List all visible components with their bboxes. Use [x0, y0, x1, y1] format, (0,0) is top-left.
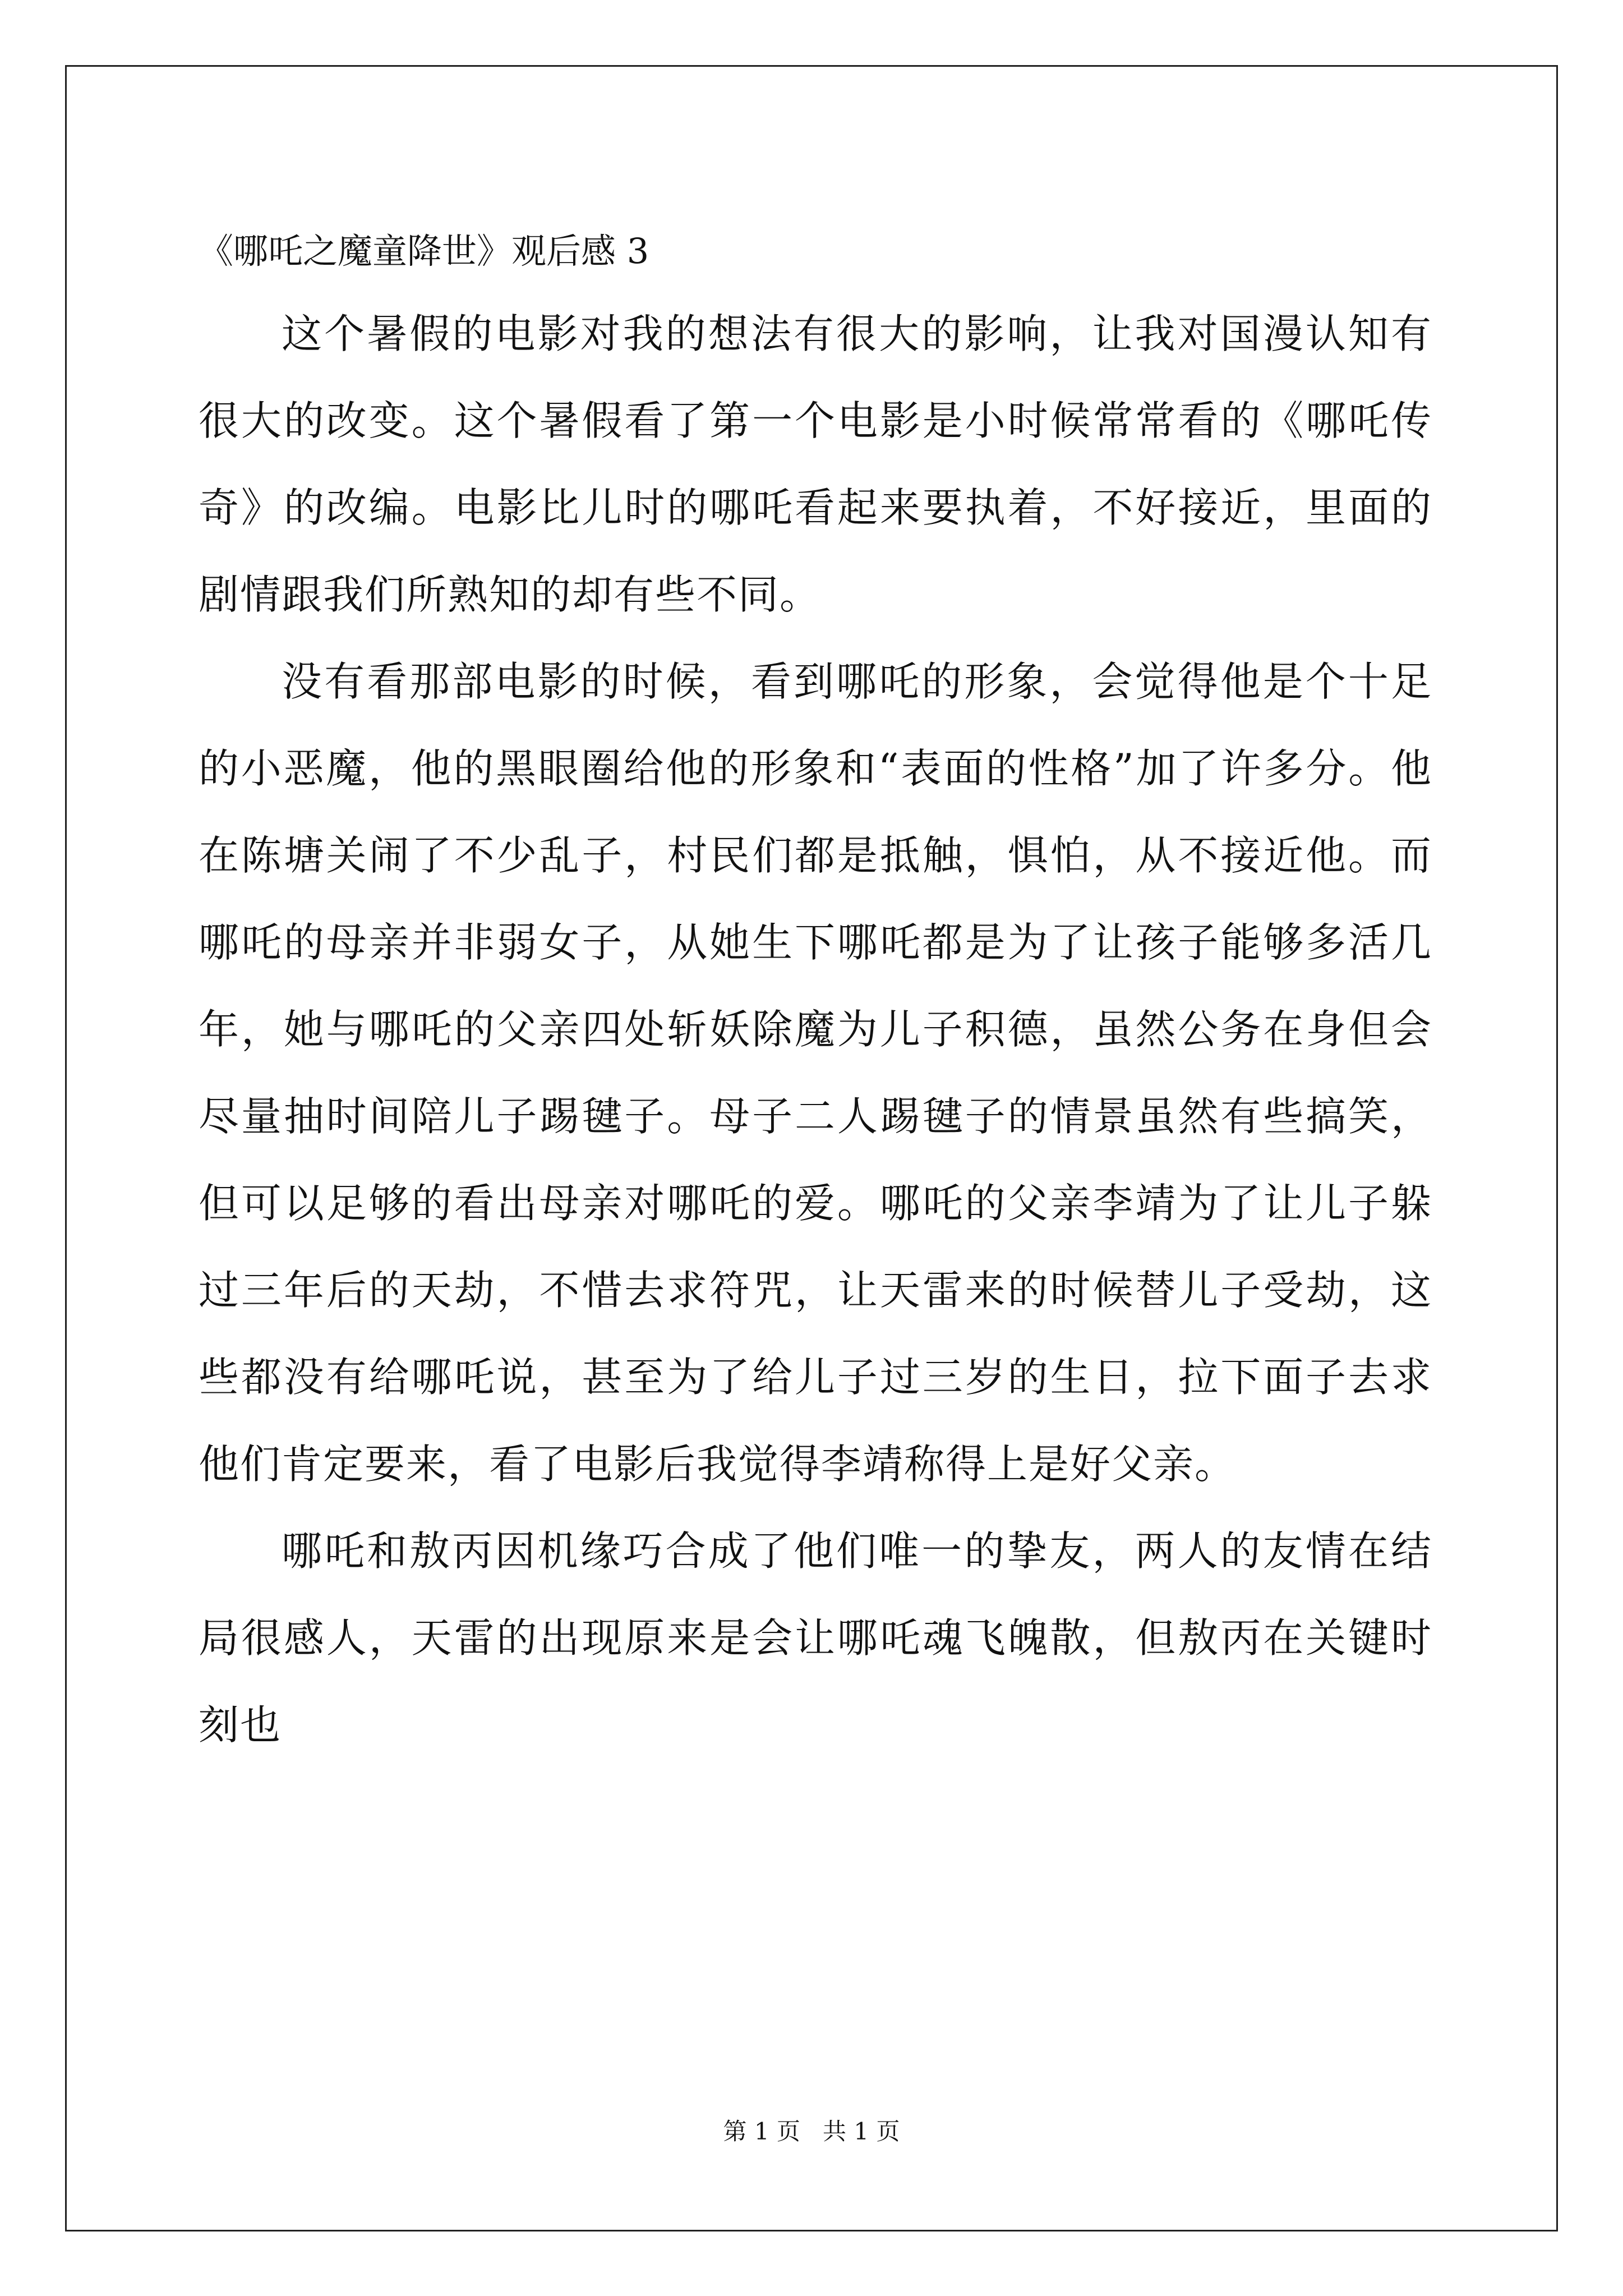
paragraph-3: 哪吒和敖丙因机缘巧合成了他们唯一的挚友，两人的友情在结局很感人，天雷的出现原来是会让哪吒魂飞魄散，但敖丙在关键时刻也	[199, 1527, 1432, 1749]
paragraph-2: 没有看那部电影的时候，看到哪吒的形象，会觉得他是个十足的小恶魔，他的黑眼圈给他的形象和“表面的性格”加了许多分。他在陈塘关闹了不少乱子，村民们都是抵触，惧怕，从不接近他。而哪吒的母亲并非弱女子，从她生下哪吒都是为了让孩子能够多活几年，她与哪吒的父亲四处斩妖除魔为儿子积德，虽然公务在身但会尽量抽时间陪儿子踢毽子。母子二人踢毽子的情景虽然有些搞笑，但可以足够的看出母亲对哪吒的爱。哪吒的父亲李靖为了让儿子躲过三年后的天劫，不惜去求符咒，让天雷来的时候替儿子受劫，这些都没有给哪吒说，甚至为了给儿子过三岁的生日，拉下面子去求他们肯定要来，看了电影后我觉得李靖称得上是好父亲。	[199, 658, 1432, 1488]
page-footer: 第 1 页 共 1 页	[723, 2118, 900, 2145]
paragraph-1: 这个暑假的电影对我的想法有很大的影响，让我对国漫认知有很大的改变。这个暑假看了第一个电影是小时候常常看的《哪吒传奇》的改编。电影比儿时的哪吒看起来要执着，不好接近，里面的剧情跟我们所熟知的却有些不同。	[199, 310, 1432, 618]
document-title: 《哪吒之魔童降世》观后感 3	[199, 231, 649, 272]
document-body	[199, 291, 1432, 1769]
